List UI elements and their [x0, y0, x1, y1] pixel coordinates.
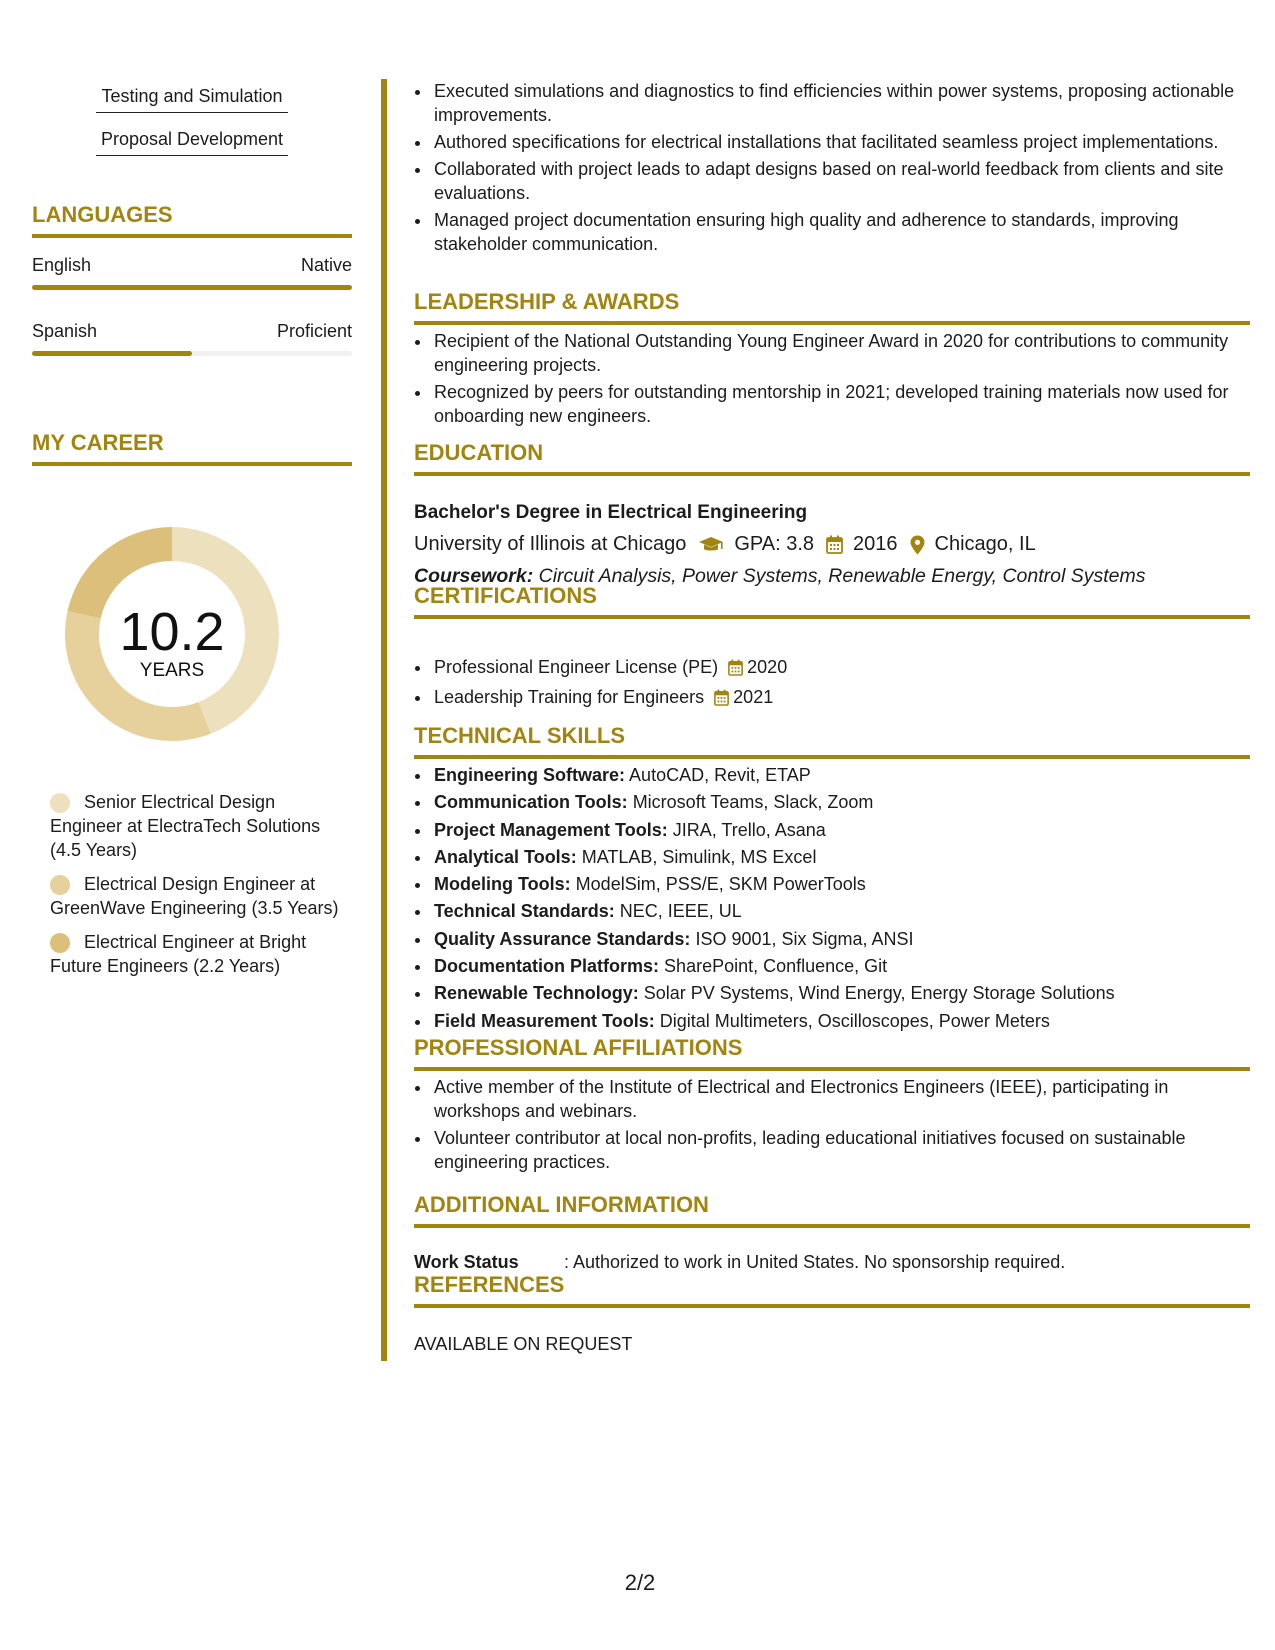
certification-name: Professional Engineer License (PE) [434, 657, 719, 677]
language-name: English [32, 255, 92, 275]
certification-item [432, 684, 787, 714]
coursework-label: Coursework: [414, 565, 534, 587]
skill-row [432, 789, 1115, 816]
work-status-label: Work Status [414, 1252, 519, 1272]
language-row [32, 321, 352, 342]
experience-bullet: • Executed simulations and diagnostics to find efficiencies within power systems, proposing actionable improvements. [432, 79, 1240, 127]
career-item [50, 790, 340, 862]
language-bar [32, 351, 352, 356]
career-donut-chart [65, 527, 295, 757]
coursework-list: Circuit Analysis, Power Systems, Renewable Energy, Control Systems [538, 565, 1146, 587]
skill-row [432, 817, 1115, 844]
map-pin-icon [910, 535, 925, 555]
skill-label: Engineering Software: [434, 765, 626, 785]
skill-value: Digital Multimeters, Oscilloscopes, Power Meters [659, 1010, 1050, 1031]
career-text: Electrical Design Engineer at GreenWave Engineering (3.5 Years) [50, 874, 339, 918]
leadership-item: • Recognized by peers for outstanding mentorship in 2021; developed training materials now used for onboarding new engineers. [432, 380, 1240, 428]
calendar-icon [826, 535, 843, 554]
skill-row [432, 1008, 1115, 1035]
calendar-icon [714, 687, 729, 714]
career-unit: YEARS [139, 660, 205, 681]
skill-value: AutoCAD, Revit, ETAP [629, 765, 811, 785]
skill-row [432, 898, 1115, 925]
experience-bullet: • Authored specifications for electrical installations that facilitated seamless project implementations. [432, 130, 1240, 154]
career-total: 10.2 [119, 602, 225, 662]
language-bar-fill [32, 285, 352, 290]
skill-label: Field Measurement Tools: [434, 1010, 655, 1031]
references-heading: REFERENCES [414, 1272, 1250, 1308]
affiliation-item: • Active member of the Institute of Electrical and Electronics Engineers (IEEE), participating in workshops and webinars. [432, 1075, 1240, 1123]
leadership-list [432, 329, 1240, 431]
skill-label: Project Management Tools: [434, 819, 668, 840]
skill-value: MATLAB, Simulink, MS Excel [581, 846, 817, 867]
additional-info-heading: ADDITIONAL INFORMATION [414, 1192, 1250, 1228]
technical-skills-heading: TECHNICAL SKILLS [414, 723, 1250, 759]
work-status-value: : Authorized to work in United States. No sponsorship required. [564, 1252, 1066, 1272]
leadership-item: • Recipient of the National Outstanding Young Engineer Award in 2020 for contributions to community engineering projects. [432, 329, 1240, 377]
graduation-year: 2016 [853, 533, 898, 555]
skill-row [432, 980, 1115, 1007]
skill-label: Renewable Technology: [434, 983, 639, 1004]
career-text: Electrical Engineer at Bright Future Engineers (2.2 Years) [50, 932, 307, 976]
experience-bullet: • Collaborated with project leads to adapt designs based on real-world feedback from clients and site evaluations. [432, 157, 1240, 205]
affiliation-item: • Volunteer contributor at local non-profits, leading educational initiatives focused on sustainable engineering practices. [432, 1126, 1240, 1174]
graduation-cap-icon [698, 536, 724, 554]
skill-value: JIRA, Trello, Asana [672, 819, 826, 840]
work-status [414, 1252, 1065, 1273]
skill-label: Analytical Tools: [434, 846, 577, 867]
experience-bullet: • Managed project documentation ensuring high quality and adherence to standards, improving stakeholder communication. [432, 208, 1240, 256]
skill-label: Quality Assurance Standards: [434, 928, 691, 949]
degree-title: Bachelor's Degree in Electrical Engineering [414, 502, 808, 523]
calendar-icon [728, 657, 743, 684]
career-item [50, 872, 340, 920]
skill-row [432, 953, 1115, 980]
affiliations-list [432, 1075, 1240, 1177]
certification-item [432, 654, 787, 684]
affiliations-heading: PROFESSIONAL AFFILIATIONS [414, 1035, 1250, 1071]
technical-skills-list [432, 762, 1115, 1035]
certification-year: 2021 [733, 687, 774, 707]
language-row [32, 255, 352, 276]
skill-value: SharePoint, Confluence, Git [664, 956, 888, 977]
language-level: Native [300, 255, 352, 275]
education-details [414, 533, 1036, 556]
skill-row [432, 762, 1115, 789]
career-item [50, 930, 340, 978]
career-dot [50, 933, 70, 953]
certifications-list [432, 654, 787, 714]
gpa: GPA: 3.8 [734, 533, 815, 555]
column-divider [381, 79, 387, 1361]
experience-bullets [432, 79, 1240, 259]
languages-heading: LANGUAGES [32, 202, 352, 238]
skill-row [432, 926, 1115, 953]
skill-label: Modeling Tools: [434, 874, 571, 895]
skill-item: Proposal Development [96, 129, 288, 156]
career-heading: MY CAREER [32, 430, 352, 466]
language-name: Spanish [32, 321, 98, 341]
school-name: University of Illinois at Chicago [414, 533, 687, 555]
career-text: Senior Electrical Design Engineer at ElectraTech Solutions (4.5 Years) [50, 792, 321, 860]
skill-label: Technical Standards: [434, 901, 615, 922]
skill-value: ISO 9001, Six Sigma, ANSI [695, 928, 914, 949]
skill-value: Microsoft Teams, Slack, Zoom [632, 792, 874, 813]
skill-label: Documentation Platforms: [434, 956, 660, 977]
skill-value: NEC, IEEE, UL [619, 901, 742, 922]
language-bar-fill [32, 351, 192, 356]
school-location: Chicago, IL [934, 533, 1036, 555]
career-dot [50, 793, 70, 813]
skill-item: Testing and Simulation [96, 86, 288, 113]
certifications-heading: CERTIFICATIONS [414, 583, 1250, 619]
language-level: Proficient [276, 321, 352, 341]
career-list [50, 790, 340, 988]
education-heading: EDUCATION [414, 440, 1250, 476]
skill-value: ModelSim, PSS/E, SKM PowerTools [575, 874, 866, 895]
certification-name: Leadership Training for Engineers [434, 687, 705, 707]
skill-row [432, 871, 1115, 898]
skill-value: Solar PV Systems, Wind Energy, Energy Storage Solutions [643, 983, 1115, 1004]
page-number: 2/2 [624, 1570, 656, 1595]
certification-year: 2020 [747, 657, 788, 677]
leadership-heading: LEADERSHIP & AWARDS [414, 289, 1250, 325]
language-bar [32, 285, 352, 290]
skill-row [432, 844, 1115, 871]
career-dot [50, 875, 70, 895]
skill-label: Communication Tools: [434, 792, 628, 813]
references-text: AVAILABLE ON REQUEST [414, 1334, 633, 1354]
